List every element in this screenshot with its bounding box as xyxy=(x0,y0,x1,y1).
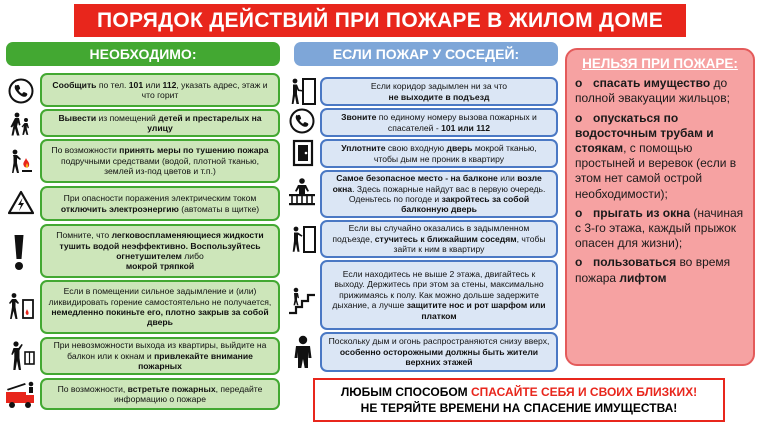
forbidden-item: o спасать имущество до полной эвакуации жильцов; xyxy=(575,76,730,106)
footer-banner xyxy=(313,378,725,422)
necessary-item-balcony: При невозможности выхода из квартиры, выйдите на балкон или к окнам и привлекайте внимание пожарных xyxy=(40,337,280,375)
forbidden-item: o прыгать из окна (начиная с 3-го этажа, каждый прыжок опасен для жизни); xyxy=(575,205,744,251)
neighbors-item-stairs: Если находитесь не выше 2 этажа, двигайтесь к выходу. Держитесь при этом за стены, максимально прижимаясь к полу. Как можно дольше задержите дыхание, а лучше защитите нос и рот шарфом или платком xyxy=(320,260,558,330)
neighbors-item-call: Звоните по единому номеру вызова пожарных и спасателей - 101 или 112 xyxy=(320,108,558,137)
family-walking-icon xyxy=(8,111,34,137)
phone-icon xyxy=(289,108,315,134)
forbidden-item: o опускаться по водосточным трубам и стоякам, с помощью простыней и веревок (если в этом нет самой острой необходимости); xyxy=(575,110,737,201)
footer-line-1: ЛЮБЫМ СПОСОБОМ СПАСАЙТЕ СЕБЯ И СВОИХ БЛИЗКИХ! xyxy=(340,385,698,399)
forbidden-heading: НЕЛЬЗЯ ПРИ ПОЖАРЕ: xyxy=(582,56,738,71)
neighbors-item-knock: Если вы случайно оказались в задымленном подъезде, стучитесь к ближайшим соседям, чтобы зайти к ним в квартиру xyxy=(320,220,558,258)
person-on-balcony-icon xyxy=(287,177,317,207)
closed-door-icon xyxy=(292,139,314,167)
neighbors-heading: ЕСЛИ ПОЖАР У СОСЕДЕЙ: xyxy=(294,42,558,66)
high-voltage-icon xyxy=(8,190,34,216)
extinguishing-fire-icon xyxy=(8,148,34,174)
exclamation-icon xyxy=(6,232,32,272)
door-exit-icon xyxy=(289,76,317,106)
necessary-item-smoke: Если в помещении сильное задымление и (или) ликвидировать горение самостоятельно не получается, немедленно покиньте его, плотно закрыв за собой дверь xyxy=(40,280,280,334)
necessary-heading: НЕОБХОДИМО: xyxy=(6,42,280,66)
footer-line-2: НЕ ТЕРЯЙТЕ ВРЕМЕНИ НА СПАСЕНИЕ ИМУЩЕСТВА! xyxy=(360,401,678,415)
forbidden-item: o пользоваться во время пожара лифтом xyxy=(575,255,731,285)
necessary-item-flammable: Помните, что легковоспламеняющиеся жидкости тушить водой неэффективно. Воспользуйтесь огнетушителем либо мокрой тряпкой xyxy=(40,224,280,278)
forbidden-panel xyxy=(565,48,755,366)
neighbors-item-balcony: Самое безопасное место - на балконе или возле окна. Здесь пожарные найдут вас в первую очередь. Оденьтесь по погоде и закройтесь за собой балконную дверь xyxy=(320,170,558,218)
neighbors-item-upper-floors: Поскольку дым и огонь распространяются снизу вверх, особенно осторожными должны быть жители верхних этажей xyxy=(320,332,558,372)
necessary-item-extinguish: По возможности принять меры по тушению пожара подручными средствами (водой, плотной тканью, землей из-под цветов и т.п.) xyxy=(40,139,280,183)
page-title: ПОРЯДОК ДЕЙСТВИЙ ПРИ ПОЖАРЕ В ЖИЛОМ ДОМЕ xyxy=(74,4,686,37)
necessary-item-evacuate: Вывести из помещений детей и престарелых на улицу xyxy=(40,109,280,137)
necessary-item-meet: По возможности, встретьте пожарных, передайте информацию о пожаре xyxy=(40,378,280,410)
firefighters-icon xyxy=(4,378,38,410)
balcony-window-icon xyxy=(8,340,36,372)
neighbors-item-door: Уплотните свою входную дверь мокрой тканью, чтобы дым не проник в квартиру xyxy=(320,139,558,168)
smoke-exit-icon xyxy=(6,292,36,320)
person-thinking-icon xyxy=(289,334,317,370)
knocking-door-icon xyxy=(289,224,317,254)
phone-icon xyxy=(8,78,34,104)
necessary-item-call: Сообщить по тел. 101 или 112, указать адрес, этаж и что горит xyxy=(40,73,280,107)
necessary-item-electricity: При опасности поражения электрическим током отключить электроэнергию (автоматы в щитке) xyxy=(40,186,280,221)
neighbors-item-corridor: Если коридор задымлен ни за что не выходите в подъезд xyxy=(320,77,558,106)
stairs-icon xyxy=(287,285,317,315)
